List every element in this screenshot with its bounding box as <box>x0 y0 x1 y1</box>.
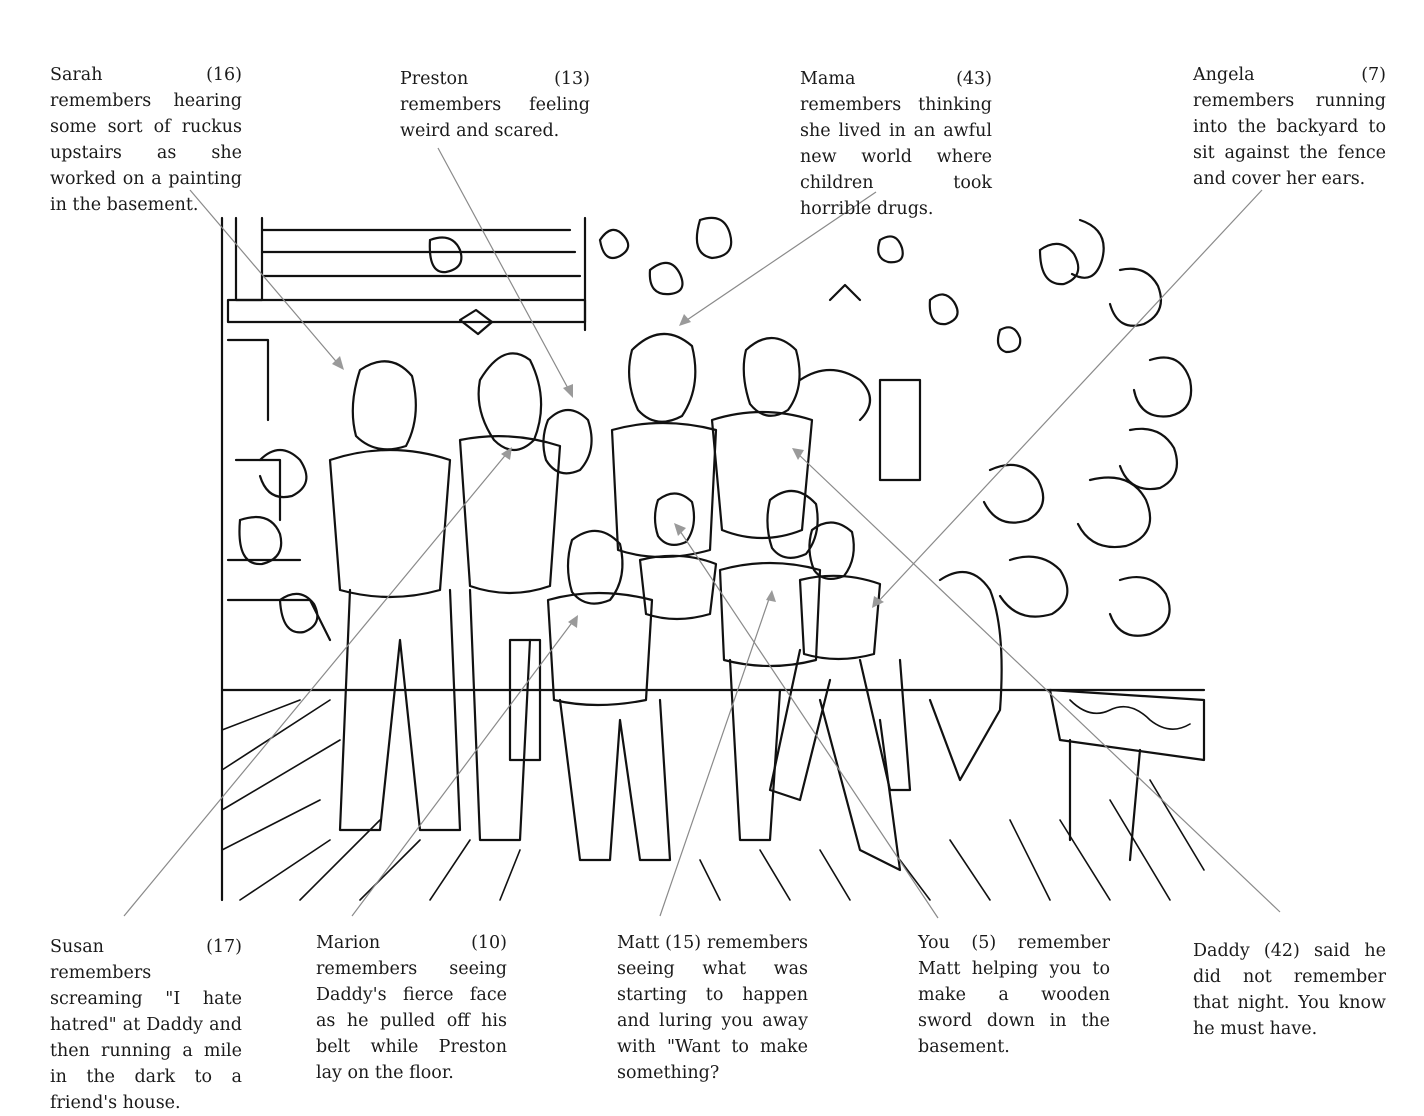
arrowhead-mama <box>679 314 691 326</box>
caption-you: You (5) remember Matt helping you to make a wooden sword down in the basement. <box>918 933 1110 1057</box>
pointer-matt <box>660 596 770 916</box>
pointer-you <box>678 528 938 918</box>
arrowhead-matt <box>766 590 776 602</box>
caption-angela: Angela (7) remembers running into the backyard to sit against the fence and cover her ears. <box>1193 65 1386 189</box>
caption-sarah: Sarah (16) remembers hearing some sort of ruckus upstairs as she worked on a painting in the basement. <box>50 65 242 215</box>
pointer-marion <box>352 620 574 916</box>
pointer-lines <box>124 148 1280 918</box>
caption-marion: Marion (10) remembers seeing Daddy's fierce face as he pulled off his belt while Preston lay on the floor. <box>316 933 507 1083</box>
caption-preston: Preston (13) remembers feeling weird and scared. <box>400 69 590 141</box>
caption-susan: Susan (17) remembers screaming "I hate hatred" at Daddy and then running a mile in the dark to a friend's house. <box>50 937 242 1113</box>
caption-matt: Matt (15) remembers seeing what was starting to happen and luring you away with "Want to make something? <box>617 933 808 1083</box>
pointer-daddy <box>796 452 1280 912</box>
house-and-foliage <box>222 218 1191 900</box>
caption-mama: Mama (43) remembers thinking she lived in an awful new world where children took horrible drugs. <box>800 69 992 219</box>
arrowhead-you <box>674 523 686 536</box>
pointer-angela <box>876 190 1262 604</box>
porch-floor <box>222 690 1204 900</box>
caption-daddy: Daddy (42) said he did not remember that night. You know he must have. <box>1193 941 1386 1039</box>
pointer-susan <box>124 452 508 916</box>
arrowhead-preston <box>563 384 573 398</box>
